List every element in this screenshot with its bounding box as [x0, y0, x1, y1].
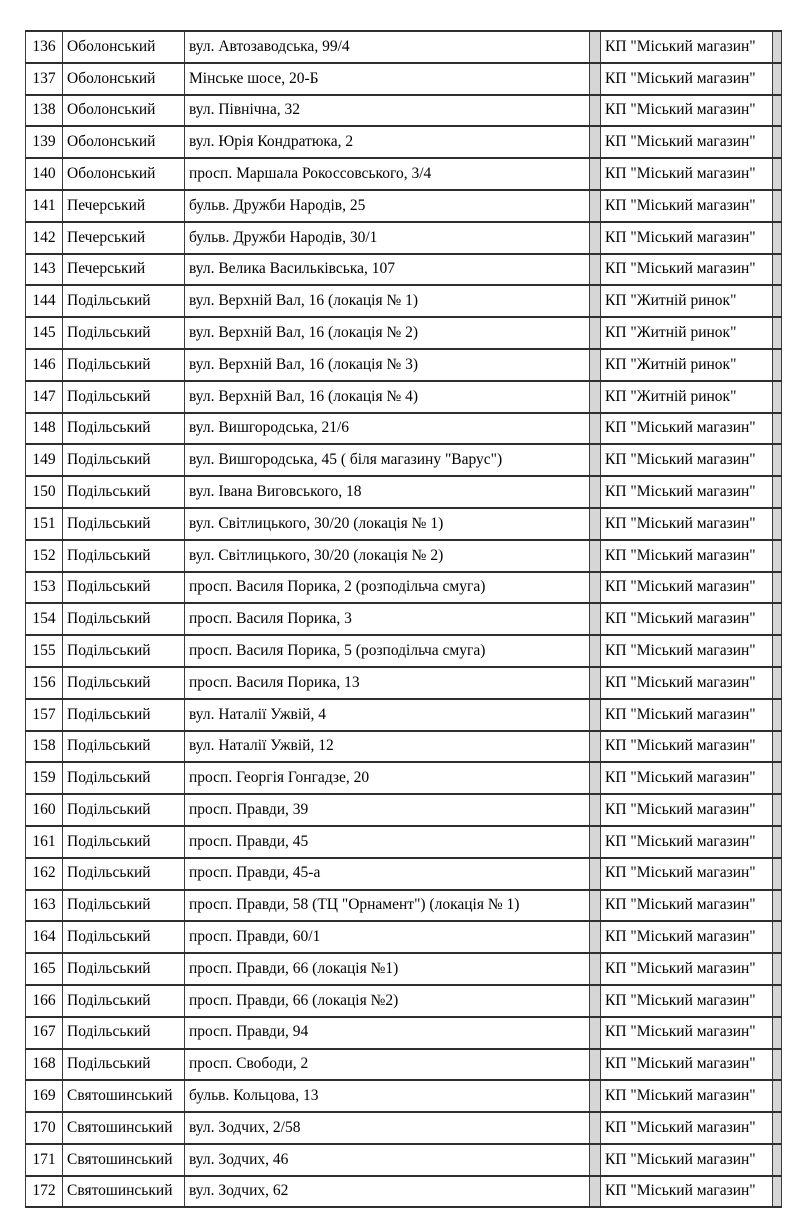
table-row: [26, 921, 782, 953]
cell-district: Оболонський: [63, 63, 185, 95]
cell-address: вул. Зодчих, 62: [185, 1176, 590, 1208]
cell-spacer: [590, 254, 601, 286]
cell-number: 136: [26, 31, 63, 63]
cell-number: 137: [26, 63, 63, 95]
cell-organization: КП "Міський магазин": [601, 572, 773, 604]
cell-edge-spacer: [773, 476, 782, 508]
cell-district: Подільський: [63, 890, 185, 922]
cell-district: Подільський: [63, 1017, 185, 1049]
cell-edge-spacer: [773, 858, 782, 890]
cell-address: вул. Юрія Кондратюка, 2: [185, 126, 590, 158]
cell-address: просп. Василя Порика, 3: [185, 603, 590, 635]
table-row: [26, 254, 782, 286]
cell-spacer: [590, 826, 601, 858]
cell-spacer: [590, 1112, 601, 1144]
table-row: [26, 985, 782, 1017]
cell-address: просп. Правди, 66 (локація №1): [185, 953, 590, 985]
cell-spacer: [590, 31, 601, 63]
cell-organization: КП "Міський магазин": [601, 921, 773, 953]
cell-organization: КП "Житній ринок": [601, 381, 773, 413]
cell-district: Святошинський: [63, 1144, 185, 1176]
cell-edge-spacer: [773, 1017, 782, 1049]
cell-address: вул. Верхній Вал, 16 (локація № 3): [185, 349, 590, 381]
cell-organization: КП "Міський магазин": [601, 1176, 773, 1208]
table-row: [26, 953, 782, 985]
cell-organization: КП "Міський магазин": [601, 63, 773, 95]
table-row: [26, 1049, 782, 1081]
table-row: [26, 1112, 782, 1144]
cell-district: Подільський: [63, 572, 185, 604]
cell-organization: КП "Міський магазин": [601, 95, 773, 127]
cell-number: 167: [26, 1017, 63, 1049]
cell-edge-spacer: [773, 63, 782, 95]
cell-spacer: [590, 953, 601, 985]
cell-address: вул. Велика Васильківська, 107: [185, 254, 590, 286]
cell-address: бульв. Кольцова, 13: [185, 1080, 590, 1112]
cell-number: 170: [26, 1112, 63, 1144]
cell-spacer: [590, 381, 601, 413]
cell-organization: КП "Міський магазин": [601, 1049, 773, 1081]
cell-number: 151: [26, 508, 63, 540]
cell-edge-spacer: [773, 762, 782, 794]
cell-edge-spacer: [773, 1080, 782, 1112]
table-row: [26, 158, 782, 190]
cell-number: 152: [26, 540, 63, 572]
cell-district: Святошинський: [63, 1112, 185, 1144]
cell-address: просп. Правди, 60/1: [185, 921, 590, 953]
cell-address: вул. Вишгородська, 45 ( біля магазину "Варус"): [185, 444, 590, 476]
cell-spacer: [590, 444, 601, 476]
cell-address: вул. Зодчих, 2/58: [185, 1112, 590, 1144]
table-row: [26, 381, 782, 413]
cell-district: Оболонський: [63, 95, 185, 127]
cell-address: вул. Світлицького, 30/20 (локація № 2): [185, 540, 590, 572]
table-row: [26, 731, 782, 763]
table-row: [26, 95, 782, 127]
cell-district: Подільський: [63, 635, 185, 667]
cell-organization: КП "Міський магазин": [601, 603, 773, 635]
cell-district: Печерський: [63, 222, 185, 254]
cell-number: 143: [26, 254, 63, 286]
table-row: [26, 317, 782, 349]
cell-district: Святошинський: [63, 1176, 185, 1208]
cell-spacer: [590, 699, 601, 731]
cell-number: 163: [26, 890, 63, 922]
cell-edge-spacer: [773, 444, 782, 476]
cell-edge-spacer: [773, 285, 782, 317]
cell-district: Подільський: [63, 731, 185, 763]
cell-edge-spacer: [773, 1112, 782, 1144]
cell-edge-spacer: [773, 508, 782, 540]
cell-district: Святошинський: [63, 1080, 185, 1112]
cell-organization: КП "Міський магазин": [601, 635, 773, 667]
cell-number: 164: [26, 921, 63, 953]
table-row: [26, 762, 782, 794]
cell-address: вул. Наталії Ужвій, 12: [185, 731, 590, 763]
cell-organization: КП "Міський магазин": [601, 794, 773, 826]
cell-spacer: [590, 476, 601, 508]
cell-spacer: [590, 349, 601, 381]
table-row: [26, 826, 782, 858]
cell-organization: КП "Міський магазин": [601, 476, 773, 508]
cell-edge-spacer: [773, 953, 782, 985]
cell-number: 141: [26, 190, 63, 222]
cell-number: 139: [26, 126, 63, 158]
cell-spacer: [590, 635, 601, 667]
cell-edge-spacer: [773, 317, 782, 349]
cell-number: 149: [26, 444, 63, 476]
cell-address: просп. Правди, 45-а: [185, 858, 590, 890]
cell-number: 165: [26, 953, 63, 985]
cell-edge-spacer: [773, 699, 782, 731]
table-row: [26, 572, 782, 604]
cell-number: 172: [26, 1176, 63, 1208]
table-row: [26, 190, 782, 222]
cell-district: Подільський: [63, 508, 185, 540]
cell-organization: КП "Міський магазин": [601, 222, 773, 254]
cell-edge-spacer: [773, 540, 782, 572]
table-row: [26, 444, 782, 476]
cell-district: Подільський: [63, 985, 185, 1017]
table-row: [26, 635, 782, 667]
cell-district: Подільський: [63, 953, 185, 985]
cell-organization: КП "Міський магазин": [601, 858, 773, 890]
table-row: [26, 667, 782, 699]
cell-edge-spacer: [773, 190, 782, 222]
cell-district: Подільський: [63, 476, 185, 508]
cell-district: Подільський: [63, 762, 185, 794]
cell-edge-spacer: [773, 1049, 782, 1081]
cell-district: Подільський: [63, 603, 185, 635]
table-row: [26, 476, 782, 508]
cell-number: 140: [26, 158, 63, 190]
cell-organization: КП "Житній ринок": [601, 317, 773, 349]
cell-number: 160: [26, 794, 63, 826]
cell-organization: КП "Міський магазин": [601, 1017, 773, 1049]
cell-address: просп. Георгія Гонгадзе, 20: [185, 762, 590, 794]
cell-edge-spacer: [773, 126, 782, 158]
cell-edge-spacer: [773, 731, 782, 763]
table-row: [26, 1017, 782, 1049]
cell-edge-spacer: [773, 667, 782, 699]
cell-address: вул. Верхній Вал, 16 (локація № 1): [185, 285, 590, 317]
cell-district: Подільський: [63, 667, 185, 699]
cell-edge-spacer: [773, 1144, 782, 1176]
cell-district: Подільський: [63, 858, 185, 890]
cell-district: Оболонський: [63, 31, 185, 63]
cell-organization: КП "Міський магазин": [601, 190, 773, 222]
cell-address: просп. Василя Порика, 5 (розподільча смуга): [185, 635, 590, 667]
table-row: [26, 890, 782, 922]
cell-spacer: [590, 158, 601, 190]
cell-address: просп. Василя Порика, 13: [185, 667, 590, 699]
cell-number: 159: [26, 762, 63, 794]
table-body: [26, 31, 782, 1207]
cell-spacer: [590, 126, 601, 158]
cell-spacer: [590, 317, 601, 349]
table-row: [26, 1144, 782, 1176]
cell-number: 145: [26, 317, 63, 349]
cell-number: 166: [26, 985, 63, 1017]
cell-organization: КП "Міський магазин": [601, 1144, 773, 1176]
table-row: [26, 794, 782, 826]
table-row: [26, 603, 782, 635]
cell-edge-spacer: [773, 603, 782, 635]
cell-address: вул. Світлицького, 30/20 (локація № 1): [185, 508, 590, 540]
cell-number: 150: [26, 476, 63, 508]
cell-number: 156: [26, 667, 63, 699]
cell-organization: КП "Житній ринок": [601, 349, 773, 381]
cell-organization: КП "Міський магазин": [601, 667, 773, 699]
cell-address: просп. Василя Порика, 2 (розподільча смуга): [185, 572, 590, 604]
table-row: [26, 413, 782, 445]
cell-organization: КП "Міський магазин": [601, 890, 773, 922]
cell-address: просп. Правди, 39: [185, 794, 590, 826]
cell-spacer: [590, 1176, 601, 1208]
cell-district: Подільський: [63, 794, 185, 826]
cell-organization: КП "Міський магазин": [601, 731, 773, 763]
table-row: [26, 858, 782, 890]
cell-edge-spacer: [773, 1176, 782, 1208]
cell-edge-spacer: [773, 31, 782, 63]
table-row: [26, 126, 782, 158]
cell-organization: КП "Міський магазин": [601, 158, 773, 190]
cell-number: 154: [26, 603, 63, 635]
cell-edge-spacer: [773, 794, 782, 826]
cell-spacer: [590, 508, 601, 540]
cell-district: Подільський: [63, 349, 185, 381]
cell-district: Подільський: [63, 444, 185, 476]
cell-organization: КП "Міський магазин": [601, 699, 773, 731]
cell-spacer: [590, 1144, 601, 1176]
cell-address: просп. Маршала Рокоссовського, 3/4: [185, 158, 590, 190]
cell-organization: КП "Міський магазин": [601, 953, 773, 985]
cell-address: вул. Верхній Вал, 16 (локація № 2): [185, 317, 590, 349]
cell-edge-spacer: [773, 222, 782, 254]
cell-district: Печерський: [63, 254, 185, 286]
cell-number: 148: [26, 413, 63, 445]
cell-district: Подільський: [63, 1049, 185, 1081]
cell-number: 138: [26, 95, 63, 127]
cell-district: Подільський: [63, 699, 185, 731]
cell-number: 158: [26, 731, 63, 763]
cell-address: просп. Правди, 66 (локація №2): [185, 985, 590, 1017]
table-row: [26, 540, 782, 572]
cell-organization: КП "Міський магазин": [601, 413, 773, 445]
cell-spacer: [590, 921, 601, 953]
cell-district: Печерський: [63, 190, 185, 222]
cell-edge-spacer: [773, 985, 782, 1017]
cell-number: 168: [26, 1049, 63, 1081]
cell-district: Подільський: [63, 381, 185, 413]
cell-spacer: [590, 667, 601, 699]
cell-organization: КП "Міський магазин": [601, 985, 773, 1017]
cell-number: 142: [26, 222, 63, 254]
cell-spacer: [590, 95, 601, 127]
cell-address: вул. Північна, 32: [185, 95, 590, 127]
cell-number: 144: [26, 285, 63, 317]
cell-edge-spacer: [773, 254, 782, 286]
cell-number: 153: [26, 572, 63, 604]
cell-spacer: [590, 1080, 601, 1112]
cell-address: просп. Свободи, 2: [185, 1049, 590, 1081]
cell-organization: КП "Міський магазин": [601, 31, 773, 63]
cell-spacer: [590, 794, 601, 826]
cell-edge-spacer: [773, 381, 782, 413]
cell-number: 147: [26, 381, 63, 413]
cell-address: вул. Наталії Ужвій, 4: [185, 699, 590, 731]
cell-spacer: [590, 731, 601, 763]
cell-address: просп. Правди, 94: [185, 1017, 590, 1049]
cell-spacer: [590, 285, 601, 317]
cell-address: вул. Автозаводська, 99/4: [185, 31, 590, 63]
cell-district: Подільський: [63, 317, 185, 349]
table-row: [26, 699, 782, 731]
cell-organization: КП "Житній ринок": [601, 285, 773, 317]
cell-address: вул. Вишгородська, 21/6: [185, 413, 590, 445]
cell-district: Подільський: [63, 285, 185, 317]
cell-organization: КП "Міський магазин": [601, 1112, 773, 1144]
cell-number: 146: [26, 349, 63, 381]
table-row: [26, 1176, 782, 1208]
cell-address: просп. Правди, 45: [185, 826, 590, 858]
cell-address: бульв. Дружби Народів, 25: [185, 190, 590, 222]
cell-spacer: [590, 890, 601, 922]
cell-organization: КП "Міський магазин": [601, 762, 773, 794]
cell-number: 169: [26, 1080, 63, 1112]
cell-spacer: [590, 985, 601, 1017]
cell-edge-spacer: [773, 921, 782, 953]
cell-spacer: [590, 413, 601, 445]
cell-edge-spacer: [773, 890, 782, 922]
cell-district: Подільський: [63, 826, 185, 858]
table-row: [26, 31, 782, 63]
cell-organization: КП "Міський магазин": [601, 444, 773, 476]
cell-spacer: [590, 1017, 601, 1049]
table-row: [26, 222, 782, 254]
table-row: [26, 63, 782, 95]
cell-spacer: [590, 762, 601, 794]
cell-spacer: [590, 63, 601, 95]
cell-spacer: [590, 540, 601, 572]
cell-number: 162: [26, 858, 63, 890]
cell-spacer: [590, 190, 601, 222]
cell-district: Подільський: [63, 540, 185, 572]
cell-organization: КП "Міський магазин": [601, 508, 773, 540]
cell-address: вул. Зодчих, 46: [185, 1144, 590, 1176]
cell-address: вул. Івана Виговського, 18: [185, 476, 590, 508]
cell-edge-spacer: [773, 572, 782, 604]
cell-organization: КП "Міський магазин": [601, 826, 773, 858]
cell-spacer: [590, 572, 601, 604]
cell-address: Мінське шосе, 20-Б: [185, 63, 590, 95]
table-row: [26, 1080, 782, 1112]
cell-edge-spacer: [773, 635, 782, 667]
cell-number: 157: [26, 699, 63, 731]
cell-address: бульв. Дружби Народів, 30/1: [185, 222, 590, 254]
cell-spacer: [590, 858, 601, 890]
cell-spacer: [590, 1049, 601, 1081]
cell-organization: КП "Міський магазин": [601, 254, 773, 286]
cell-district: Подільський: [63, 921, 185, 953]
cell-district: Оболонський: [63, 158, 185, 190]
cell-organization: КП "Міський магазин": [601, 126, 773, 158]
table-row: [26, 508, 782, 540]
cell-edge-spacer: [773, 95, 782, 127]
cell-number: 161: [26, 826, 63, 858]
table-row: [26, 349, 782, 381]
cell-address: вул. Верхній Вал, 16 (локація № 4): [185, 381, 590, 413]
locations-table: [25, 30, 782, 1208]
cell-organization: КП "Міський магазин": [601, 540, 773, 572]
cell-edge-spacer: [773, 158, 782, 190]
cell-district: Подільський: [63, 413, 185, 445]
cell-edge-spacer: [773, 413, 782, 445]
cell-number: 171: [26, 1144, 63, 1176]
cell-number: 155: [26, 635, 63, 667]
cell-organization: КП "Міський магазин": [601, 1080, 773, 1112]
cell-address: просп. Правди, 58 (ТЦ "Орнамент") (локація № 1): [185, 890, 590, 922]
cell-district: Оболонський: [63, 126, 185, 158]
cell-spacer: [590, 603, 601, 635]
table-row: [26, 285, 782, 317]
cell-edge-spacer: [773, 349, 782, 381]
cell-edge-spacer: [773, 826, 782, 858]
cell-spacer: [590, 222, 601, 254]
